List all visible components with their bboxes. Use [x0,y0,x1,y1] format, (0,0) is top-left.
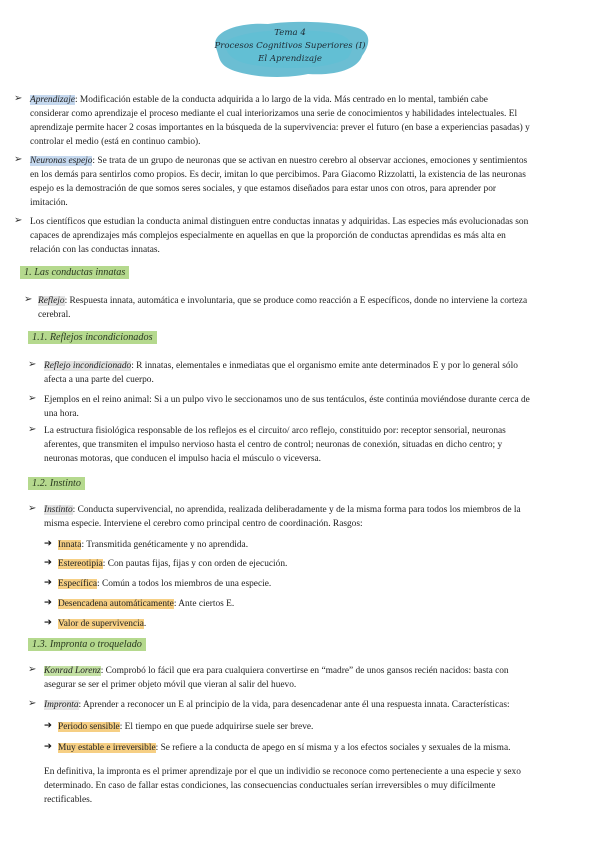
intro-aprendizaje: Aprendizaje: Modificación estable de la conducta adquirida a lo largo de la vida. Más centrado en lo mental, también cabe considerar como aprendizaje el proceso mediante el cual interiorizamos una serie de conocimientos y habilidades intelectuales. El aprendizaje permite hacer 2 cosas importantes en la búsqueda de la supervivencia: prever el futuro (en base a experiencias pasadas) y controlar el medio (está en continuo cambio). [30,95,530,147]
section-title-instinto: 1.2. Instinto [28,477,85,490]
section-title-conductas-innatas: 1. Las conductas innatas [20,266,129,279]
bullet-arrow-icon: ➢ [28,503,37,514]
term-neuronas-espejo: Neuronas espejo [30,156,93,166]
term-aprendizaje: Aprendizaje [30,95,75,105]
instinto-trait-especifica: Específica: Común a todos los miembros de una especie. [58,579,272,589]
ejemplos-paragraph: Ejemplos en el reino animal: Si a un pulpo vivo le seccionamos uno de sus tentáculos, éste continúa moviéndose durante cerca de una hora. [44,395,530,419]
bullet-arrow-icon: ➢ [28,359,37,370]
bullet-arrow-icon: ➢ [28,698,37,709]
arrow-icon: ➔ [44,742,52,752]
instinto-trait-desencadena: Desencadena automáticamente: Ante ciertos E. [58,599,235,609]
reflejo-paragraph: Reflejo: Respuesta innata, automática e involuntaria, que se produce como reacción a E específicos, donde no interviene la corteza cerebral. [38,296,528,320]
instinto-trait-innata: Innata: Transmitida genéticamente y no aprendida. [58,540,249,550]
bullet-arrow-icon: ➢ [28,393,37,404]
term-impronta: Impronta [44,700,79,710]
intro-cientificos: Los científicos que estudian la conducta animal distinguen entre conductas innatas y adquiridas. Las especies más evolucionadas son capaces de aprendizajes más complejos especialmente en aquellas en que la proporción de conductas aprendidas es más alta en relación con las conductas innatas. [30,217,529,255]
bullet-arrow-icon: ➢ [14,154,23,165]
term-reflejo-incondicionado: Reflejo incondicionado [44,361,132,371]
reflejo-incondicionado-paragraph: Reflejo incondicionado: R innatas, elementales e inmediatas que el organismo emite ante determinados E y por lo general sólo afecta a una parte del cuerpo. [44,361,518,385]
section-title-impronta: 1.3. Impronta o troquelado [28,638,146,651]
bullet-arrow-icon: ➢ [14,215,23,226]
impronta-paragraph: Impronta: Aprender a reconocer un E al principio de la vida, para desencadenar ante él una respuesta innata. Características: [44,700,510,710]
impronta-closing-paragraph: En definitiva, la impronta es el primer aprendizaje por el que un individio se reconoce como perteneciente a una especie y sexo determinado. En caso de fallar estas condiciones, las consecuencias conductuales serían irreversibles o muy difícilmente rectificables. [44,767,521,805]
bullet-arrow-icon: ➢ [24,294,33,305]
instinto-trait-supervivencia: Valor de supervivencia. [58,619,147,629]
impronta-trait-periodo: Periodo sensible: El tiempo en que puede adquirirse suele ser breve. [58,722,314,732]
header-title-line-1: Tema 4 [274,28,306,38]
arrow-icon: ➔ [44,598,52,608]
instinto-trait-estereotipia: Estereotipia: Con pautas fijas, fijas y con orden de ejecución. [58,559,288,569]
section-title-reflejos-incondicionados: 1.1. Reflejos incondicionados [28,331,157,344]
arrow-icon: ➔ [44,618,52,628]
header-title-line-2: Procesos Cognitivos Superiores (I) [214,41,366,51]
arco-reflejo-paragraph: La estructura fisiológica responsable de los reflejos es el circuito/ arco reflejo, constituido por: receptor sensorial, neuronas aferentes, que transmiten el impulso nervioso hasta el centro de control; neuronas de conexión, situadas en dicho centro; y neuronas motoras, que conducen el impulso hacia el músculo o viceversa. [44,426,506,464]
header-title-line-3: El Aprendizaje [258,54,322,64]
term-konrad-lorenz: Konrad Lorenz [44,666,101,676]
bullet-arrow-icon: ➢ [28,664,37,675]
term-reflejo: Reflejo [38,296,65,306]
arrow-icon: ➔ [44,539,52,549]
bullet-arrow-icon: ➢ [28,424,37,435]
term-instinto: Instinto [44,505,73,515]
instinto-paragraph: Instinto: Conducta supervivencial, no aprendida, realizada deliberadamente y de la misma forma para todos los miembros de la misma especie. Interviene el cerebro como principal centro de coordinación. Rasgos: [44,505,521,529]
arrow-icon: ➔ [44,721,52,731]
lorenz-paragraph: Konrad Lorenz: Comprobó lo fácil que era para cualquiera convertirse en “madre” de unos gansos recién nacidos: basta con asegurar se ser el primer objeto móvil que vieran al salir del huevo. [44,666,509,690]
bullet-arrow-icon: ➢ [14,93,23,104]
intro-neuronas-espejo: Neuronas espejo: Se trata de un grupo de neuronas que se activan en nuestro cerebro al observar acciones, emociones y sentimientos en los demás para sentirlos como propios. Es decir, imitan lo que percibimos. Para Giacomo Rizzolatti, la existencia de las neuronas espejo es la demostración de que somos seres sociales, y que estamos diseñados para estar unos con otros, para aprender por imitación. [30,156,528,208]
arrow-icon: ➔ [44,578,52,588]
arrow-icon: ➔ [44,558,52,568]
impronta-trait-estable: Muy estable e irreversible: Se refiere a la conducta de apego en sí misma y a los efectos sociales y sexuales de la misma. [58,743,511,753]
